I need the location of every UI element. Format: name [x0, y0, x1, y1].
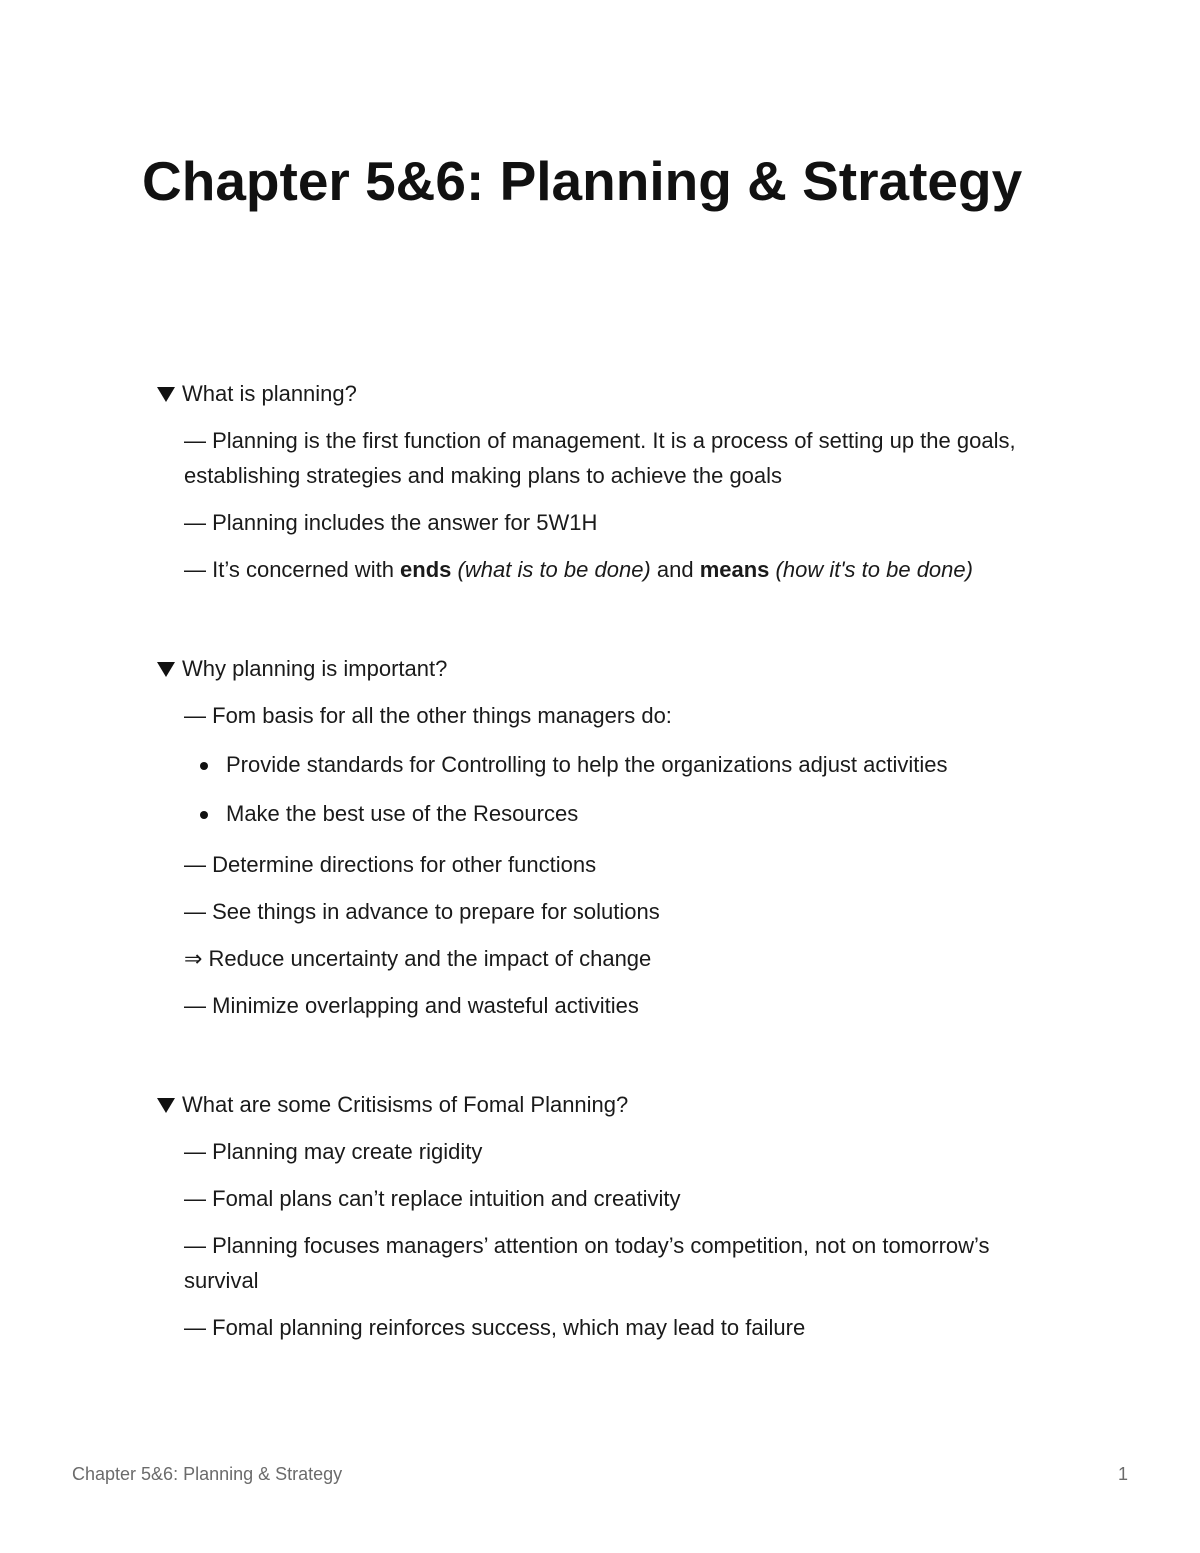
- arrow-prefix: ⇒: [184, 946, 209, 971]
- line-text: See things in advance to prepare for solutions: [212, 899, 660, 924]
- line-text: and: [650, 557, 700, 582]
- italic-note: (what is to be done): [457, 557, 651, 582]
- toggle-question: What is planning?: [182, 381, 357, 406]
- line-text: Fom basis for all the other things managers do:: [212, 703, 672, 728]
- bullet-text: Make the best use of the Resources: [226, 801, 579, 826]
- line-text: Fomal planning reinforces success, which may lead to failure: [212, 1315, 806, 1340]
- list-item: [184, 1134, 1054, 1169]
- dash-prefix: —: [184, 1315, 213, 1340]
- italic-note: (how it's to be done): [775, 557, 973, 582]
- dash-prefix: —: [184, 703, 213, 728]
- page-number: 1: [1118, 1464, 1129, 1484]
- list-item: [184, 698, 1054, 733]
- dash-prefix: —: [184, 1139, 213, 1164]
- list-item: [184, 988, 1054, 1023]
- bold-term-ends: ends: [400, 557, 452, 582]
- list-item: [184, 894, 1054, 929]
- line-text: Reduce uncertainty and the impact of change: [208, 946, 652, 971]
- bullet-item: [200, 799, 1086, 829]
- toggle-question: Why planning is important?: [182, 656, 448, 681]
- list-item: [184, 505, 1054, 540]
- bullet-icon: [200, 811, 208, 819]
- list-item: [184, 423, 1054, 493]
- toggle-header[interactable]: [157, 655, 1057, 683]
- line-text: Planning focuses managers’ attention on today’s competition, not on tomorrow’s survival: [184, 1233, 990, 1293]
- toggle-header[interactable]: [157, 1091, 1057, 1119]
- page-title: Chapter 5&6: Planning & Strategy: [142, 150, 1023, 212]
- line-text: Planning may create rigidity: [212, 1139, 483, 1164]
- bullet-item: [200, 750, 1086, 780]
- toggle-header[interactable]: [157, 380, 1057, 408]
- list-item: [184, 1228, 1054, 1298]
- list-item: [184, 847, 1054, 882]
- line-text: Minimize overlapping and wasteful activities: [212, 993, 639, 1018]
- dash-prefix: —: [184, 1186, 213, 1211]
- toggle-section-criticisms: [157, 1091, 1057, 1361]
- triangle-down-icon[interactable]: [157, 1098, 175, 1113]
- dash-prefix: —: [184, 510, 213, 535]
- footer-title: Chapter 5&6: Planning & Strategy: [72, 1464, 343, 1484]
- dash-prefix: —: [184, 993, 213, 1018]
- toggle-section-what-is-planning: [157, 380, 1057, 600]
- dash-prefix: —: [184, 852, 213, 877]
- dash-prefix: —: [184, 899, 213, 924]
- list-item: [184, 1310, 1054, 1345]
- line-text: It’s concerned with: [212, 557, 401, 582]
- toggle-section-why-planning-important: [157, 655, 1057, 1035]
- dash-prefix: —: [184, 557, 213, 582]
- bullet-text: Provide standards for Controlling to help the organizations adjust activities: [226, 752, 948, 777]
- list-item: [184, 1181, 1054, 1216]
- line-text: Planning is the first function of management. It is a process of setting up the goals, establishing strategies and making plans to achieve the goals: [184, 428, 1016, 488]
- line-text: Fomal plans can’t replace intuition and creativity: [212, 1186, 681, 1211]
- line-text: Planning includes the answer for 5W1H: [212, 510, 598, 535]
- list-item: [184, 941, 1054, 976]
- list-item: [184, 552, 1054, 587]
- bold-term-means: means: [699, 557, 770, 582]
- dash-prefix: —: [184, 428, 213, 453]
- dash-prefix: —: [184, 1233, 213, 1258]
- triangle-down-icon[interactable]: [157, 662, 175, 677]
- triangle-down-icon[interactable]: [157, 387, 175, 402]
- toggle-question: What are some Critisisms of Fomal Planning?: [182, 1092, 629, 1117]
- line-text: Determine directions for other functions: [212, 852, 597, 877]
- bullet-icon: [200, 762, 208, 770]
